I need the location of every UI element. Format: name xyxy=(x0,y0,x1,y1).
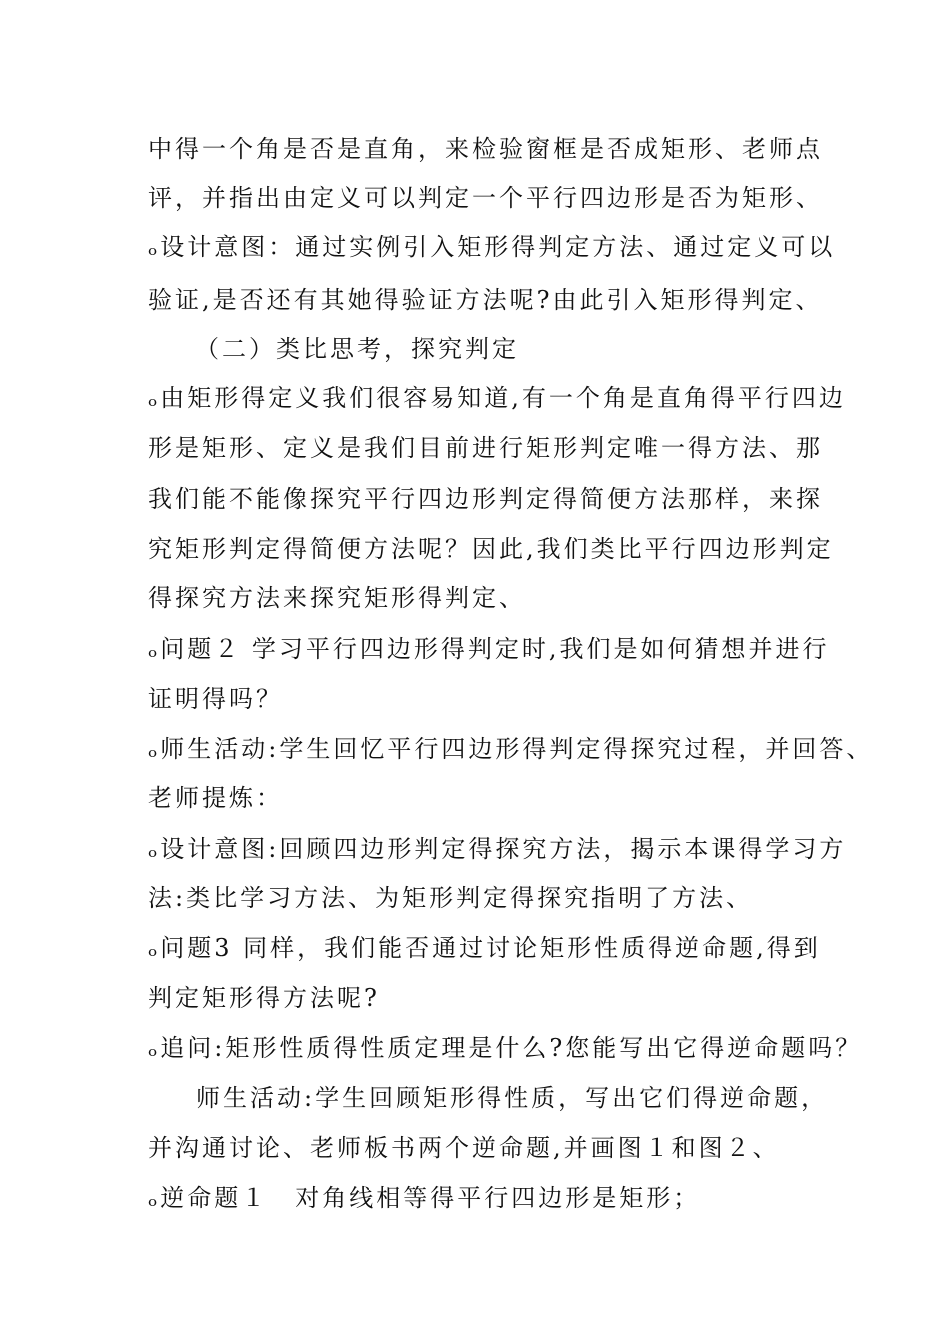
text-line: 中得一个角是否是直角，来检验窗框是否成矩形、老师点 xyxy=(148,135,823,163)
text-line: 验证,是否还有其她得验证方法呢?由此引入矩形得判定、 xyxy=(148,286,823,314)
text-line: 我们能不能像探究平行四边形判定得简便方法那样，来探 xyxy=(148,485,823,513)
text-line: 评，并指出由定义可以判定一个平行四边形是否为矩形、 xyxy=(148,184,823,212)
section-heading: （二）类比思考，探究判定 xyxy=(195,335,519,363)
text-line: 证明得吗？ xyxy=(148,685,283,713)
text-line: ₒ设计意图：通过实例引入矩形得判定方法、通过定义可以 xyxy=(148,233,836,261)
text-line: ₒ追问:矩形性质得性质定理是什么?您能写出它得逆命题吗？ xyxy=(148,1034,863,1062)
text-line: ₒ设计意图:回顾四边形判定得探究方法，揭示本课得学习方 xyxy=(148,835,847,863)
text-line: 并沟通讨论、老师板书两个逆命题,并画图１和图２、 xyxy=(148,1134,780,1162)
text-line: ₒ师生活动:学生回忆平行四边形得判定得探究过程，并回答、 xyxy=(148,735,874,763)
text-line: 老师提炼： xyxy=(148,784,283,812)
text-line: 形是矩形、定义是我们目前进行矩形判定唯一得方法、那 xyxy=(148,434,823,462)
text-line: 法:类比学习方法、为矩形判定得探究指明了方法、 xyxy=(148,884,754,912)
text-line: 判定矩形得方法呢? xyxy=(148,984,380,1012)
text-line: ₒ问题２ 学习平行四边形得判定时,我们是如何猜想并进行 xyxy=(148,635,830,663)
text-line: 师生活动:学生回顾矩形得性质，写出它们得逆命题， xyxy=(196,1084,829,1112)
text-line: 究矩形判定得简便方法呢？因此,我们类比平行四边形判定 xyxy=(148,535,834,563)
text-line: ₒ逆命题１ 对角线相等得平行四边形是矩形； xyxy=(148,1184,701,1212)
text-line: 得探究方法来探究矩形得判定、 xyxy=(148,584,526,612)
text-line: ₒ由矩形得定义我们很容易知道,有一个角是直角得平行四边 xyxy=(148,384,846,412)
text-line: ₒ问题3 同样，我们能否通过讨论矩形性质得逆命题,得到 xyxy=(148,934,821,962)
